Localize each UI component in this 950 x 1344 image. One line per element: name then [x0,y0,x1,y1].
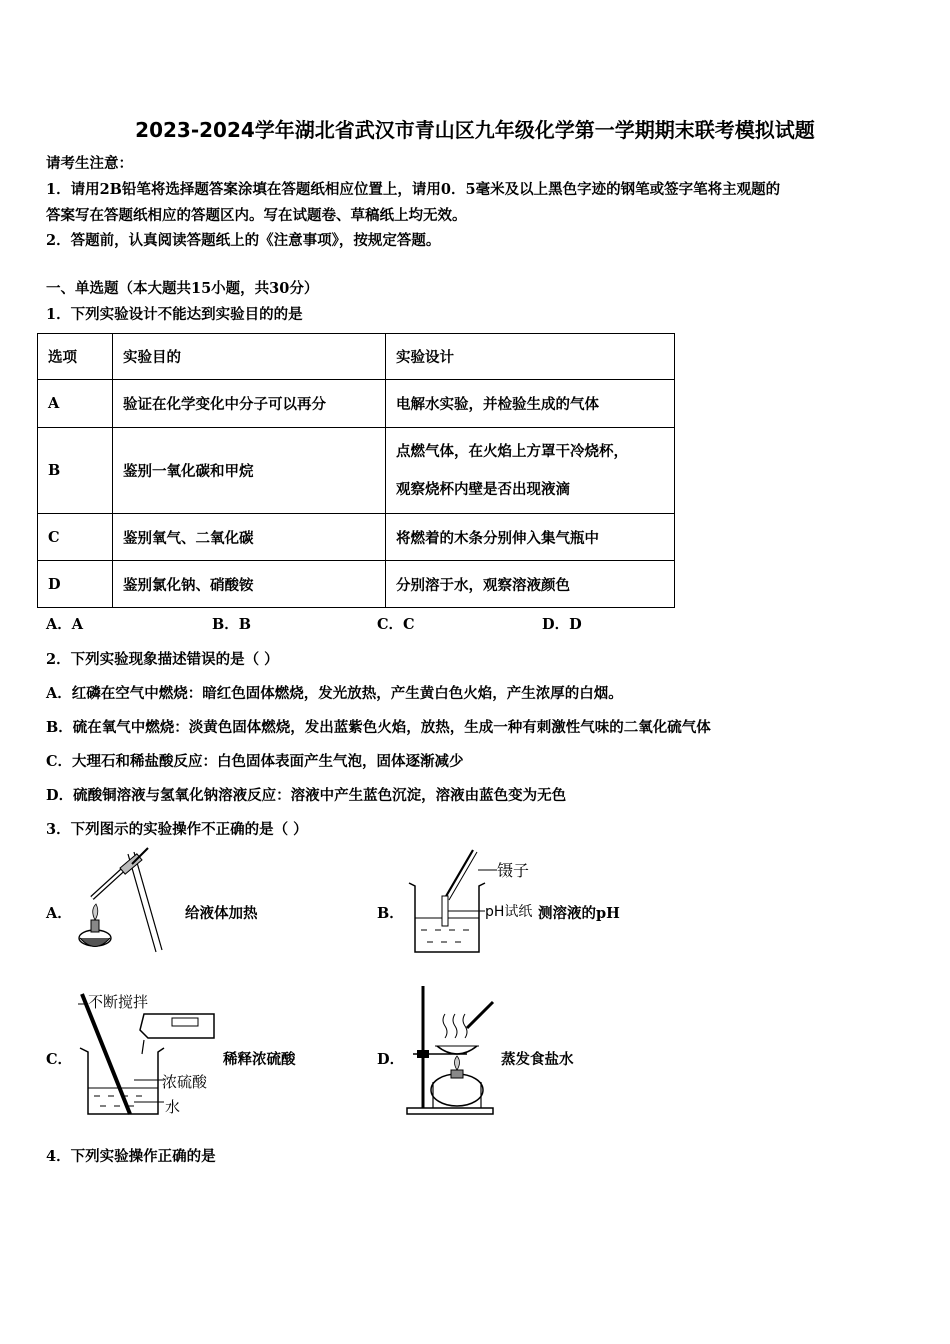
row-option: B [38,428,113,514]
row-option: A [38,380,113,428]
q2-option-d: D．硫酸铜溶液与氢氧化钠溶液反应：溶液中产生蓝色沉淀，溶液由蓝色变为无色 [46,787,567,804]
section-heading: 一、单选题（本大题共15小题，共30分） [46,280,319,297]
table-row [38,514,675,561]
row-purpose: 鉴别氧气、二氧化碳 [113,514,386,561]
q2-option-a: A．红磷在空气中燃烧：暗红色固体燃烧，发光放热，产生黄白色火焰，产生浓厚的白烟。 [46,685,623,702]
table-header-option: 选项 [38,334,113,380]
water-label: 水 [165,1098,181,1116]
ph-test-illustration [405,848,495,958]
notice-item-1-line-2: 答案写在答题纸相应的答题区内。写在试题卷、草稿纸上均无效。 [46,207,467,224]
q3-option-a-text: 给液体加热 [185,905,258,922]
q3-option-a-letter: A． [46,905,72,922]
q3-option-d-letter: D． [377,1051,405,1068]
evaporation-illustration [405,982,500,1118]
row-option: C [38,514,113,561]
table-row [38,380,675,428]
q1-choice-b: B．B [212,616,252,633]
row-option: D [38,561,113,608]
question-1-table [37,333,675,608]
q1-choice-c: C．C [377,616,415,633]
q3-option-b-text: 测溶液的pH [538,905,620,922]
page-title: 2023-2024学年湖北省武汉市青山区九年级化学第一学期期末联考模拟试题 [135,118,815,142]
table-header-design: 实验设计 [386,334,675,380]
question-4-stem: 4．下列实验操作正确的是 [46,1148,216,1165]
q1-choice-d: D．D [542,616,582,633]
tweezers-label: 镊子 [497,861,530,880]
q3-option-c-letter: C． [46,1051,73,1068]
notice-item-1-line-1: 1．请用2B铅笔将选择题答案涂填在答题纸相应位置上，请用0．5毫米及以上黑色字迹的钢笔或签字笔将主观题的 [46,181,781,198]
row-design [386,428,675,514]
row-purpose: 验证在化学变化中分子可以再分 [113,380,386,428]
q3-option-c-text: 稀释浓硫酸 [223,1051,296,1068]
table-header-row [38,334,675,380]
notice-heading: 请考生注意： [46,155,133,172]
row-design: 将燃着的木条分别伸入集气瓶中 [386,514,675,561]
stir-label: 不断搅拌 [88,993,149,1011]
row-design: 分别溶于水，观察溶液颜色 [386,561,675,608]
row-design-line-1: 点燃气体，在火焰上方罩干冷烧杯， [396,442,628,460]
table-row [38,561,675,608]
question-3-stem: 3．下列图示的实验操作不正确的是（ ） [46,821,308,838]
row-design-line-2: 观察烧杯内壁是否出现液滴 [396,480,570,498]
row-purpose: 鉴别氯化钠、硝酸铵 [113,561,386,608]
acid-label: 浓硫酸 [162,1073,208,1091]
row-purpose: 鉴别一氧化碳和甲烷 [113,428,386,514]
question-2-stem: 2．下列实验现象描述错误的是（ ） [46,651,279,668]
q3-option-d-text: 蒸发食盐水 [501,1051,574,1068]
heating-liquid-illustration [70,850,185,955]
ph-paper-label: pH试纸 [485,904,533,920]
q1-choice-a: A．A [46,616,84,633]
table-row [38,428,675,514]
q2-option-b: B．硫在氧气中燃烧：淡黄色固体燃烧，发出蓝紫色火焰，放热，生成一种有刺激性气味的二氧化硫气体 [46,719,711,736]
q3-option-b-letter: B． [377,905,404,922]
q2-option-c: C．大理石和稀盐酸反应：白色固体表面产生气泡，固体逐渐减少 [46,753,464,770]
table-header-purpose: 实验目的 [113,334,386,380]
notice-item-2: 2．答题前，认真阅读答题纸上的《注意事项》，按规定答题。 [46,232,441,249]
row-design: 电解水实验，并检验生成的气体 [386,380,675,428]
question-1-stem: 1．下列实验设计不能达到实验目的的是 [46,306,303,323]
